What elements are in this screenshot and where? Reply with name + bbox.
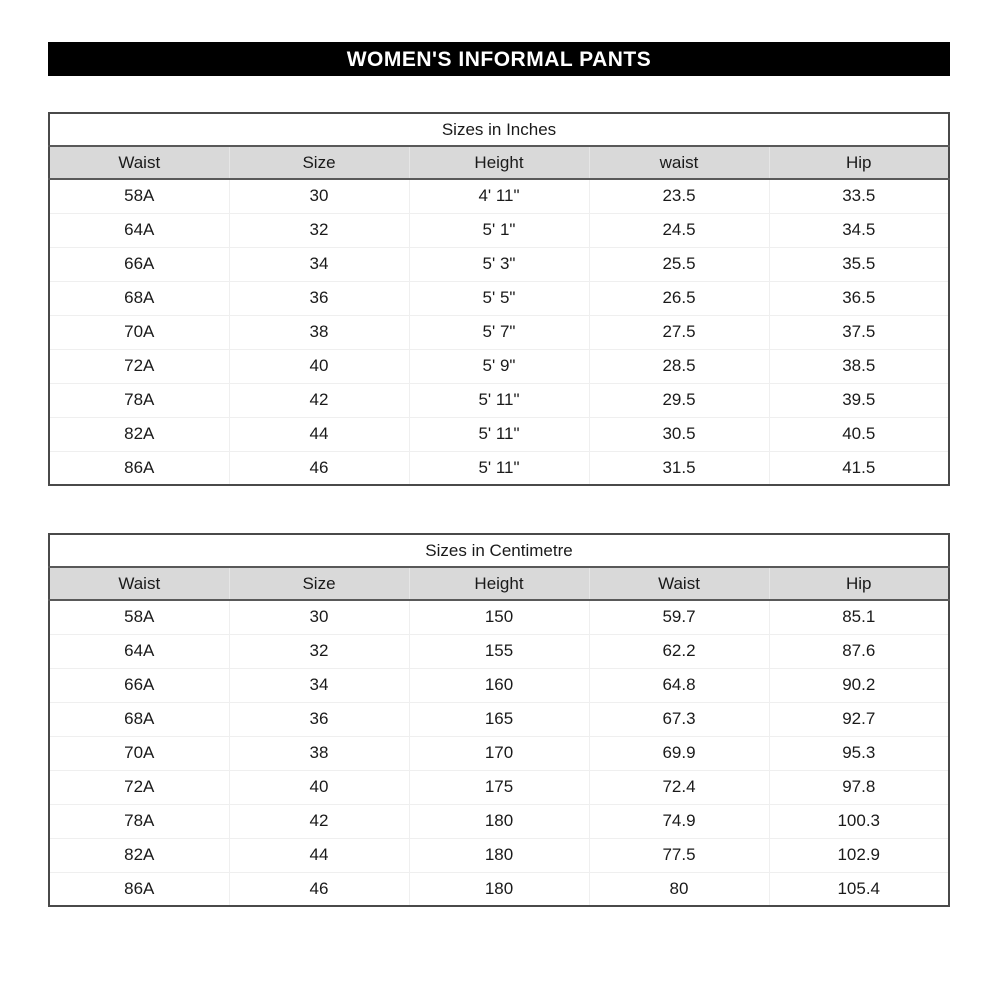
table-cell: 58A bbox=[49, 600, 229, 634]
table-cell: 160 bbox=[409, 668, 589, 702]
table-row bbox=[49, 804, 949, 838]
table-cell: 150 bbox=[409, 600, 589, 634]
table-cell: 34.5 bbox=[769, 213, 949, 247]
sizes-in-inches-table bbox=[48, 112, 950, 486]
table-row bbox=[49, 281, 949, 315]
table-row bbox=[49, 315, 949, 349]
table-cell: 5' 3" bbox=[409, 247, 589, 281]
table-cell: 44 bbox=[229, 417, 409, 451]
table-cell: 29.5 bbox=[589, 383, 769, 417]
sizes-in-centimetre-table bbox=[48, 533, 950, 907]
table-cell: 64A bbox=[49, 634, 229, 668]
table-row bbox=[49, 634, 949, 668]
table-cell: 26.5 bbox=[589, 281, 769, 315]
table-cell: 30 bbox=[229, 179, 409, 213]
table-cell: 5' 1" bbox=[409, 213, 589, 247]
table-cell: 5' 5" bbox=[409, 281, 589, 315]
table-cell: 67.3 bbox=[589, 702, 769, 736]
table-cell: 36.5 bbox=[769, 281, 949, 315]
table-cell: 5' 11" bbox=[409, 417, 589, 451]
table-cell: 58A bbox=[49, 179, 229, 213]
table-cell: 41.5 bbox=[769, 451, 949, 485]
table-cell: 74.9 bbox=[589, 804, 769, 838]
table-cell: 86A bbox=[49, 872, 229, 906]
table-cell: 40.5 bbox=[769, 417, 949, 451]
table-cell: 4' 11" bbox=[409, 179, 589, 213]
table-cell: 97.8 bbox=[769, 770, 949, 804]
table-cell: 69.9 bbox=[589, 736, 769, 770]
table-cell: 44 bbox=[229, 838, 409, 872]
table-cell: 46 bbox=[229, 872, 409, 906]
table-cell: 30 bbox=[229, 600, 409, 634]
table-cell: 64A bbox=[49, 213, 229, 247]
table-cell: 72.4 bbox=[589, 770, 769, 804]
table-cell: 37.5 bbox=[769, 315, 949, 349]
table-cell: 70A bbox=[49, 315, 229, 349]
table-cell: 180 bbox=[409, 804, 589, 838]
table-row bbox=[49, 736, 949, 770]
column-header: Waist bbox=[49, 567, 229, 600]
table-cell: 64.8 bbox=[589, 668, 769, 702]
table-row bbox=[49, 702, 949, 736]
column-header: Height bbox=[409, 567, 589, 600]
table-cell: 28.5 bbox=[589, 349, 769, 383]
table-row bbox=[49, 451, 949, 485]
table-cell: 42 bbox=[229, 804, 409, 838]
table-cell: 85.1 bbox=[769, 600, 949, 634]
table-cell: 33.5 bbox=[769, 179, 949, 213]
table-row bbox=[49, 770, 949, 804]
table-cell: 175 bbox=[409, 770, 589, 804]
table-cell: 77.5 bbox=[589, 838, 769, 872]
table-cell: 38.5 bbox=[769, 349, 949, 383]
table-cell: 82A bbox=[49, 838, 229, 872]
table-cell: 68A bbox=[49, 702, 229, 736]
table-cell: 62.2 bbox=[589, 634, 769, 668]
table-cell: 170 bbox=[409, 736, 589, 770]
table-cell: 86A bbox=[49, 451, 229, 485]
table-cell: 90.2 bbox=[769, 668, 949, 702]
table-cell: 66A bbox=[49, 247, 229, 281]
table-cell: 165 bbox=[409, 702, 589, 736]
table-cell: 59.7 bbox=[589, 600, 769, 634]
table-cell: 27.5 bbox=[589, 315, 769, 349]
column-header: Size bbox=[229, 567, 409, 600]
table-cell: 36 bbox=[229, 702, 409, 736]
column-header: Size bbox=[229, 146, 409, 179]
table-row bbox=[49, 349, 949, 383]
table-cell: 72A bbox=[49, 349, 229, 383]
table-title: Sizes in Inches bbox=[49, 113, 949, 146]
column-header: waist bbox=[589, 146, 769, 179]
table-row bbox=[49, 872, 949, 906]
table-cell: 40 bbox=[229, 770, 409, 804]
table-cell: 42 bbox=[229, 383, 409, 417]
table-cell: 38 bbox=[229, 315, 409, 349]
table-cell: 92.7 bbox=[769, 702, 949, 736]
table-cell: 32 bbox=[229, 634, 409, 668]
table-cell: 34 bbox=[229, 668, 409, 702]
table-cell: 32 bbox=[229, 213, 409, 247]
column-header: Waist bbox=[49, 146, 229, 179]
table-cell: 155 bbox=[409, 634, 589, 668]
table-cell: 5' 11" bbox=[409, 383, 589, 417]
table-row bbox=[49, 179, 949, 213]
table-cell: 40 bbox=[229, 349, 409, 383]
column-header: Hip bbox=[769, 146, 949, 179]
table-cell: 78A bbox=[49, 383, 229, 417]
table-row bbox=[49, 213, 949, 247]
table-cell: 36 bbox=[229, 281, 409, 315]
column-header: Height bbox=[409, 146, 589, 179]
table-cell: 23.5 bbox=[589, 179, 769, 213]
table-cell: 87.6 bbox=[769, 634, 949, 668]
table-cell: 25.5 bbox=[589, 247, 769, 281]
table-cell: 70A bbox=[49, 736, 229, 770]
table-cell: 5' 7" bbox=[409, 315, 589, 349]
table-cell: 82A bbox=[49, 417, 229, 451]
table-cell: 5' 11" bbox=[409, 451, 589, 485]
table-row bbox=[49, 417, 949, 451]
page-title: WOMEN'S INFORMAL PANTS bbox=[48, 42, 950, 76]
table-cell: 46 bbox=[229, 451, 409, 485]
table-cell: 95.3 bbox=[769, 736, 949, 770]
table-cell: 66A bbox=[49, 668, 229, 702]
column-header: Waist bbox=[589, 567, 769, 600]
table-cell: 105.4 bbox=[769, 872, 949, 906]
table-row bbox=[49, 247, 949, 281]
table-cell: 38 bbox=[229, 736, 409, 770]
table-cell: 35.5 bbox=[769, 247, 949, 281]
table-cell: 180 bbox=[409, 872, 589, 906]
table-cell: 24.5 bbox=[589, 213, 769, 247]
table-row bbox=[49, 838, 949, 872]
table-row bbox=[49, 600, 949, 634]
table-cell: 80 bbox=[589, 872, 769, 906]
table-cell: 102.9 bbox=[769, 838, 949, 872]
table-cell: 30.5 bbox=[589, 417, 769, 451]
column-header: Hip bbox=[769, 567, 949, 600]
table-cell: 78A bbox=[49, 804, 229, 838]
table-cell: 5' 9" bbox=[409, 349, 589, 383]
table-cell: 68A bbox=[49, 281, 229, 315]
table-cell: 34 bbox=[229, 247, 409, 281]
table-cell: 180 bbox=[409, 838, 589, 872]
table-cell: 31.5 bbox=[589, 451, 769, 485]
table-title: Sizes in Centimetre bbox=[49, 534, 949, 567]
table-cell: 100.3 bbox=[769, 804, 949, 838]
table-cell: 39.5 bbox=[769, 383, 949, 417]
table-cell: 72A bbox=[49, 770, 229, 804]
table-row bbox=[49, 383, 949, 417]
table-row bbox=[49, 668, 949, 702]
